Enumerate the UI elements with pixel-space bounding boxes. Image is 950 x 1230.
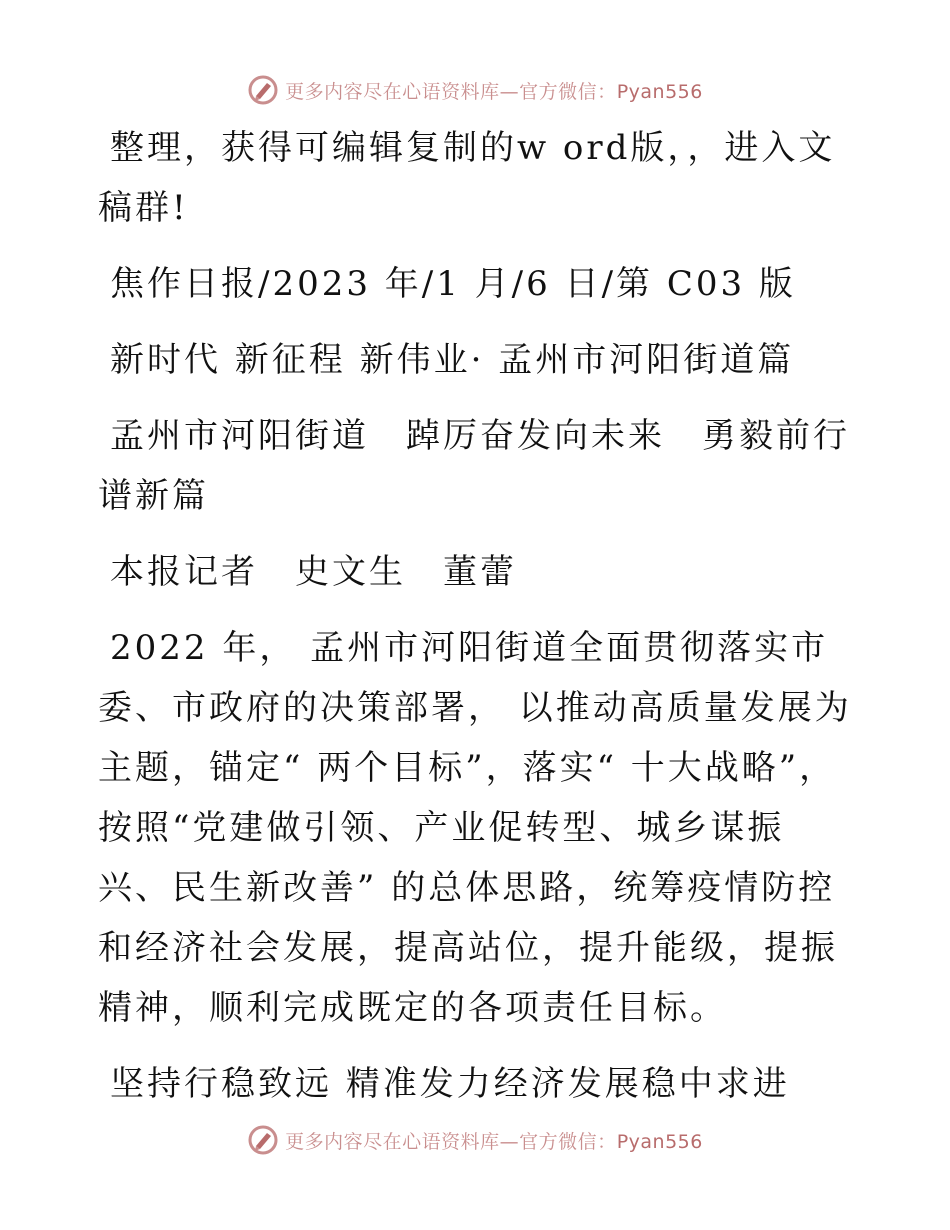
paragraph-byline: 本报记者 史文生 董蕾 (110, 552, 517, 592)
paragraph-body: 2022 年， 孟州市河阳街道全面贯彻落实市委、市政府的决策部署， 以推动高质量发展为主题，锚定“ 两个目标”，落实“ 十大战略”，按照“党建做引领、产业促转型、城乡谋振兴、民生新改善” 的总体思路，统筹疫情防控和经济社会发展，提高站位，提升能级，提振精神，顺利完成既定的各项责任目标。 (98, 628, 852, 1028)
watermark-text: 更多内容尽在心语资料库—官方微信：Pyan556 (285, 80, 703, 103)
watermark-text: 更多内容尽在心语资料库—官方微信：Pyan556 (285, 1130, 703, 1153)
paragraph-series-title: 新时代 新征程 新伟业· 孟州市河阳街道篇 (110, 340, 795, 380)
pen-seal-icon (247, 1124, 279, 1156)
paragraph-headline: 孟州市河阳街道 踔厉奋发向未来 勇毅前行谱新篇 (98, 416, 850, 516)
paragraph-intro: 整理，获得可编辑复制的w ord版，，进入文稿群! (98, 128, 836, 228)
paragraph-source: 焦作日报/2023 年/1 月/6 日/第 C03 版 (110, 264, 796, 304)
header-watermark-banner (0, 70, 950, 110)
document-body (98, 118, 858, 1130)
footer-watermark-banner (0, 1120, 950, 1160)
paragraph-subheading: 坚持行稳致远 精准发力经济发展稳中求进 (110, 1064, 790, 1104)
pen-seal-icon (247, 74, 279, 106)
